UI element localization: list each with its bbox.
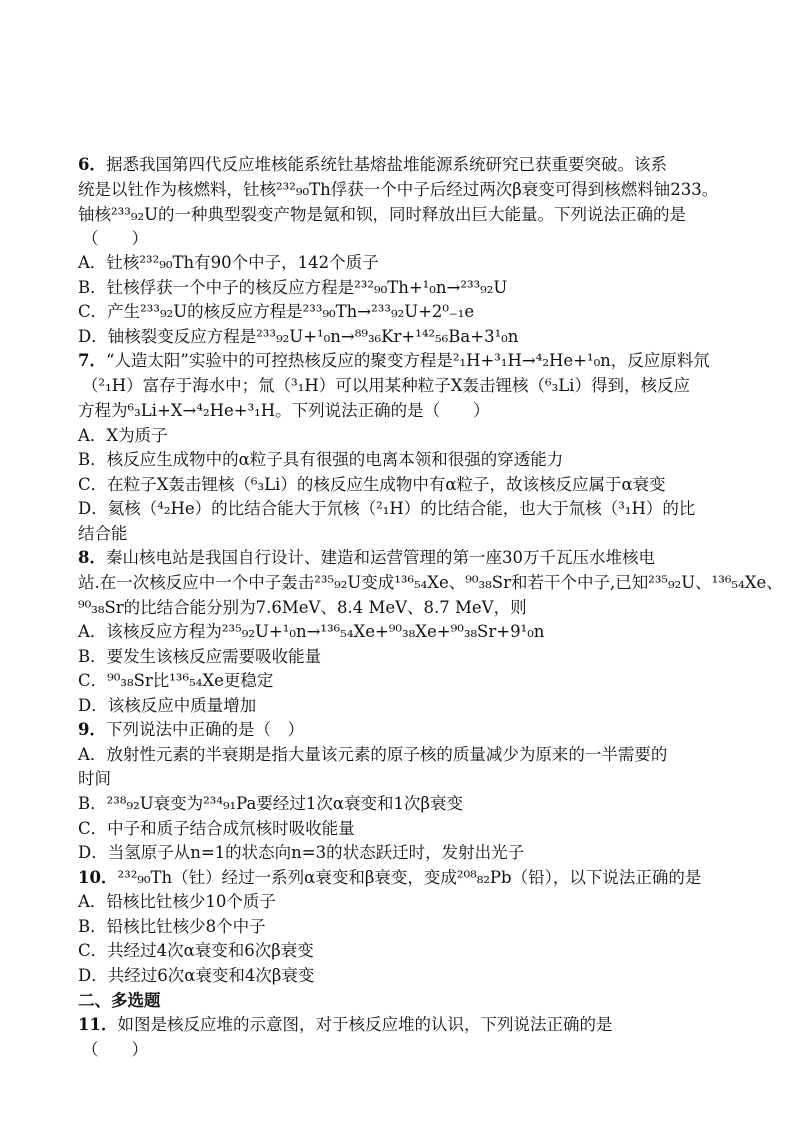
q9-option-a: A．放射性元素的半衰期是指大量该元素的原子核的质量减少为原来的一半需要的: [78, 745, 668, 764]
q9-option-d: D．当氢原子从n=1的状态向n=3的状态跃迁时，发射出光子: [78, 843, 525, 862]
q8-option-a: A．该核反应方程为²³⁵₉₂U+¹₀n→¹³⁶₅₄Xe+⁹⁰₃₈Xe+⁹⁰₃₈Sr+9¹₀n: [78, 622, 545, 641]
q8-option-c: C．⁹⁰₃₈Sr比¹³⁶₅₄Xe更稳定: [78, 671, 274, 690]
q9-option-b: B．²³⁸₉₂U衰变为²³⁴₉₁Pa要经过1次α衰变和1次β衰变: [78, 794, 464, 813]
q6-option-c: C．产生²³³₉₂U的核反应方程是²³³₉₀Th→²³³₉₂U+2⁰₋₁e: [78, 302, 475, 321]
q9-stem: 9．下列说法中正确的是（ ）: [78, 720, 304, 739]
q8-option-d: D．该核反应中质量增加: [78, 696, 257, 715]
q7-stem-line-2: （²₁H）富存于海水中；氚（³₁H）可以用某种粒子X轰击锂核（⁶₃Li）得到，核反应: [82, 376, 690, 395]
q7-stem-line-1: 7．“人造太阳”实验中的可控热核反应的聚变方程是²₁H+³₁H→⁴₂He+¹₀n，反应原料氘: [78, 351, 710, 370]
q10-stem: 10．²³²₉₀Th（钍）经过一系列α衰变和β衰变，变成²⁰⁸₈₂Pb（铅），以下说法正确的是: [78, 868, 702, 887]
q9-option-a-cont: 时间: [78, 769, 111, 788]
q6-stem-line-2: 统是以钍作为核燃料，钍核²³²₉₀Th俘获一个中子后经过两次β衰变可得到核燃料铀233。: [78, 180, 719, 199]
q8-option-b: B．要发生该核反应需要吸收能量: [78, 647, 322, 666]
q7-option-b: B．核反应生成物中的α粒子具有很强的电离本领和很强的穿透能力: [78, 450, 564, 469]
q8-stem-line-2: 站.在一次核反应中一个中子轰击²³⁵₉₂U变成¹³⁶₅₄Xe、⁹⁰₃₈Sr和若干个中子,已知²³⁵₉₂U、¹³⁶₅₄Xe、: [78, 573, 783, 592]
q7-option-a: A．X为质子: [78, 426, 168, 445]
q6-option-d: D．铀核裂变反应方程是²³³₉₂U+¹₀n→⁸⁹₃₆Kr+¹⁴²₅₆Ba+3¹₀n: [78, 327, 519, 346]
section-heading: 二、多选题: [78, 991, 161, 1010]
q6-answer-bracket: （ ）: [82, 229, 148, 248]
q10-option-a: A．铅核比钍核少10个质子: [78, 892, 276, 911]
q6-stem-line-1: 6．据悉我国第四代反应堆核能系统钍基熔盐堆能源系统研究已获重要突破。该系: [78, 155, 667, 174]
q6-option-b: B．钍核俘获一个中子的核反应方程是²³²₉₀Th+¹₀n→²³³₉₂U: [78, 278, 508, 297]
q10-option-d: D．共经过6次α衰变和4次β衰变: [78, 966, 315, 985]
q9-option-c: C．中子和质子结合成氘核时吸收能量: [78, 819, 355, 838]
q10-option-b: B．铅核比钍核少8个中子: [78, 917, 266, 936]
q8-stem-line-1: 8．秦山核电站是我国自行设计、建造和运营管理的第一座30万千瓦压水堆核电: [78, 548, 655, 567]
q6-stem-line-3: 铀核²³³₉₂U的一种典型裂变产物是氪和钡，同时释放出巨大能量。下列说法正确的是: [78, 205, 686, 224]
q7-option-d-cont: 结合能: [78, 524, 128, 543]
q7-option-c: C．在粒子X轰击锂核（⁶₃Li）的核反应生成物中有α粒子，故该核反应属于α衰变: [78, 475, 666, 494]
q10-option-c: C．共经过4次α衰变和6次β衰变: [78, 941, 314, 960]
q7-option-d: D．氦核（⁴₂He）的比结合能大于氘核（²₁H）的比结合能，也大于氚核（³₁H）的比: [78, 499, 696, 518]
q11-stem-line-1: 11．如图是核反应堆的示意图，对于核反应堆的认识，下列说法正确的是: [78, 1015, 613, 1034]
q8-stem-line-3: ⁹⁰₃₈Sr的比结合能分别为7.6MeV、8.4 MeV、8.7 MeV，则: [78, 598, 527, 617]
q6-option-a: A．钍核²³²₉₀Th有90个中子，142个质子: [78, 253, 379, 272]
q7-stem-line-3: 方程为⁶₃Li+X→⁴₂He+³₁H。下列说法正确的是（ ）: [78, 401, 490, 420]
q11-answer-bracket: （ ）: [82, 1040, 148, 1059]
